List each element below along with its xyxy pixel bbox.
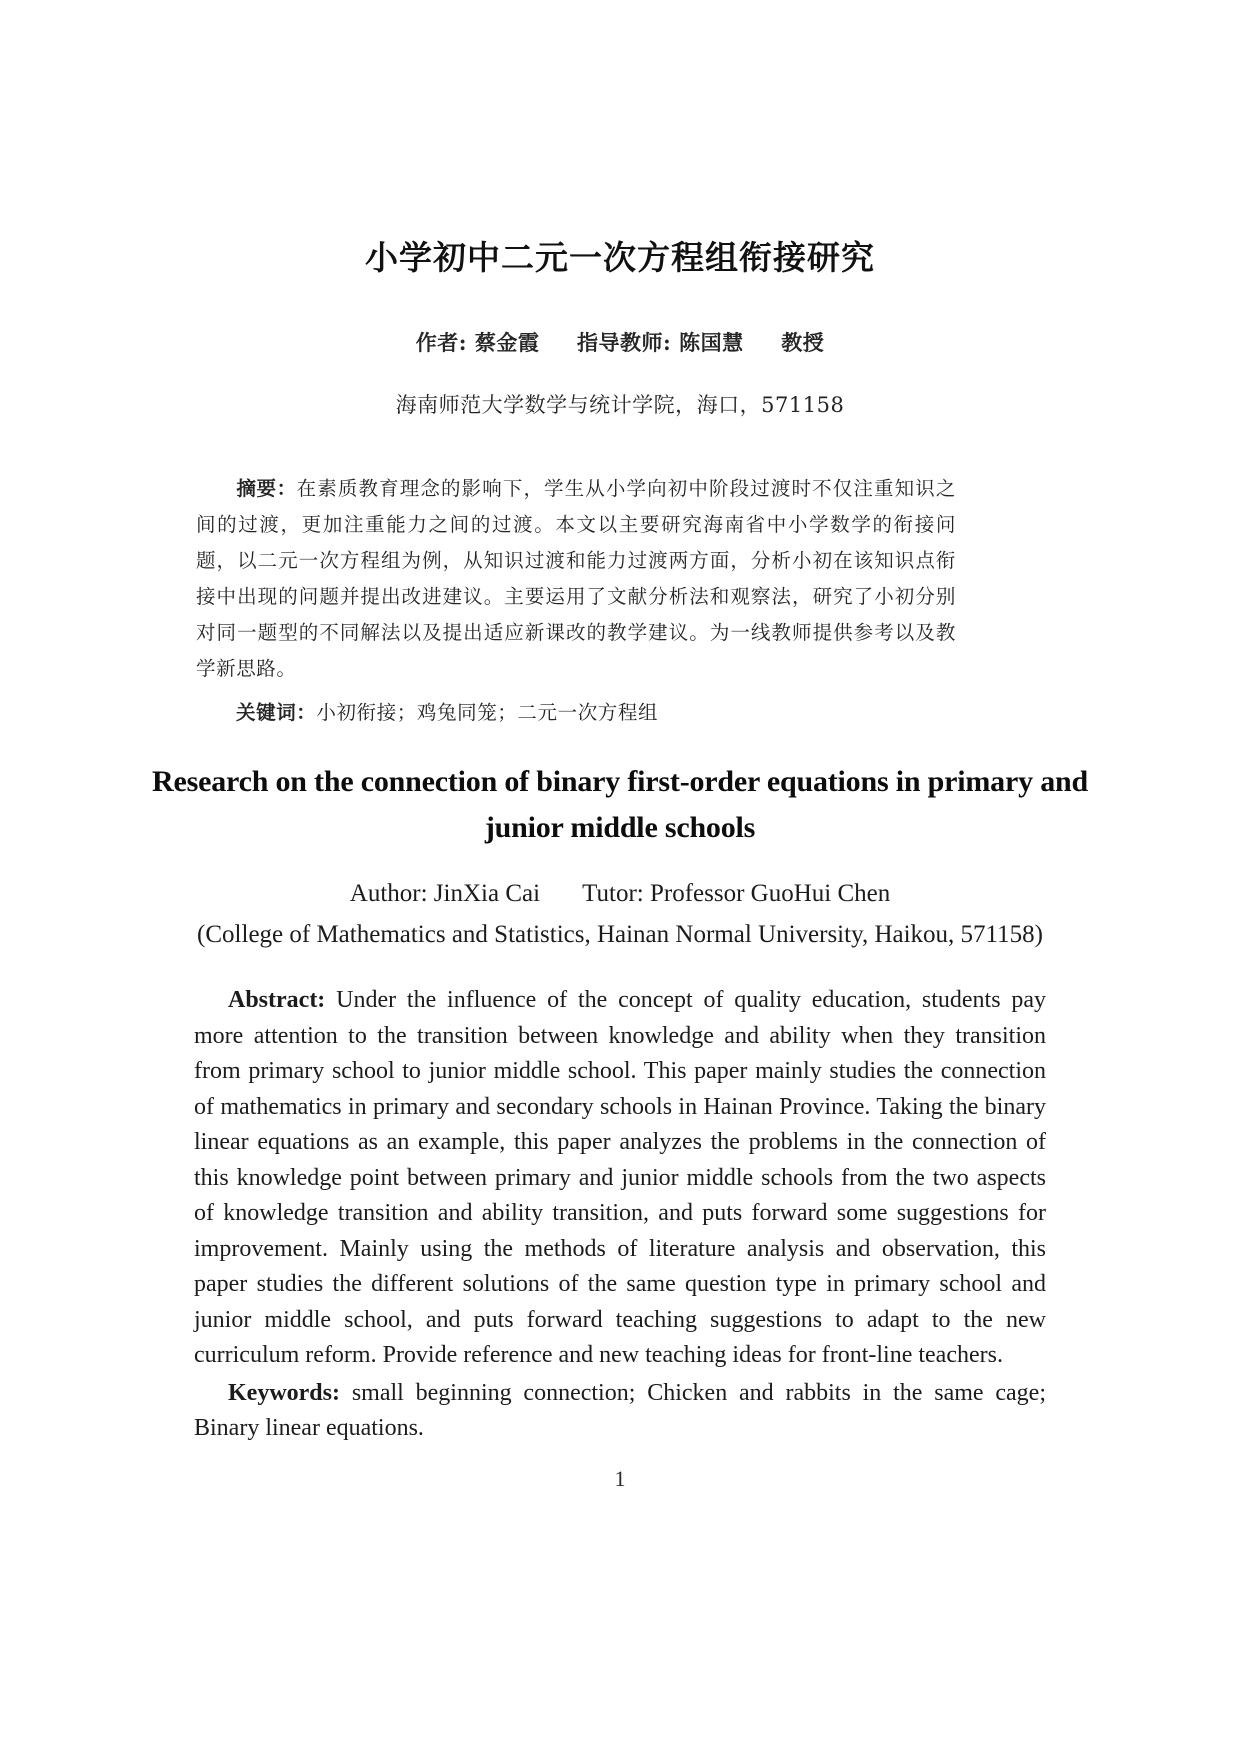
- chinese-author-name: 蔡金霞: [474, 329, 540, 355]
- english-affiliation: (College of Mathematics and Statistics, Hainan Normal University, Haikou, 571158): [197, 921, 1043, 949]
- english-abstract: [194, 983, 1046, 1374]
- chinese-author-label: 作者:: [415, 329, 468, 355]
- chinese-abstract-label: 摘要：: [236, 476, 297, 500]
- english-tutor-label: Tutor:: [582, 880, 644, 908]
- english-keywords-label: Keywords:: [228, 1379, 340, 1406]
- chinese-abstract-body: 在素质教育理念的影响下，学生从小学向初中阶段过渡时不仅注重知识之间的过渡，更加注重能力之间的过渡。本文以主要研究海南省中小学数学的衔接问题，以二元一次方程组为例，从知识过渡和能力过渡两方面，分析小初在该知识点衔接中出现的问题并提出改进建议。主要运用了文献分析法和观察法，研究了小初分别对同一题型的不同解法以及提出适应新课改的教学建议。为一线教师提供参考以及教学新思路。: [196, 476, 956, 680]
- english-abstract-body: Under the influence of the concept of quality education, students pay more attention to the transition between knowledge and ability when they transition from primary school to junior middle school. This paper mainly studies the connection of mathematics in primary and secondary schools in Hainan Province. Taking the binary linear equations as an example, this paper analyzes the problems in the connection of this knowledge point between primary and junior middle schools from the two aspects of knowledge transition and ability transition, and puts forward some suggestions for improvement. Mainly using the methods of literature analysis and observation, this paper studies the different solutions of the same question type in primary school and junior middle school, and puts forward teaching suggestions to adapt to the new curriculum reform. Provide reference and new teaching ideas for front-line teachers.: [194, 987, 1047, 1369]
- english-author-line: [152, 875, 1088, 912]
- chinese-keywords: [196, 695, 956, 731]
- chinese-abstract: [196, 471, 956, 687]
- english-author-label: Author:: [349, 880, 428, 908]
- chinese-keywords-label: 关键词：: [236, 700, 317, 724]
- chinese-tutor-name: 陈国慧: [679, 329, 744, 355]
- english-abstract-label: Abstract:: [228, 987, 326, 1014]
- chinese-tutor-label: 指导教师:: [577, 329, 672, 355]
- english-author-name: JinXia Cai: [433, 880, 541, 908]
- english-title: Research on the connection of binary first-order equations in primary and junior middle schools: [152, 764, 1088, 844]
- english-keywords-body: small beginning connection; Chicken and rabbits in the same cage; Binary linear equations.: [194, 1379, 1047, 1442]
- english-keywords: [194, 1376, 1046, 1447]
- chinese-tutor-rank: 教授: [781, 329, 825, 355]
- chinese-affiliation: 海南师范大学数学与统计学院，海口，571158: [395, 392, 845, 417]
- page-number: 1: [614, 1466, 626, 1491]
- chinese-author-line: [152, 327, 1088, 357]
- chinese-title: 小学初中二元一次方程组衔接研究: [365, 238, 875, 277]
- english-tutor-name: Professor GuoHui Chen: [649, 880, 891, 908]
- page-content-column: [152, 0, 1088, 1447]
- chinese-keywords-body: 小初衔接；鸡兔同笼；二元一次方程组: [316, 700, 659, 724]
